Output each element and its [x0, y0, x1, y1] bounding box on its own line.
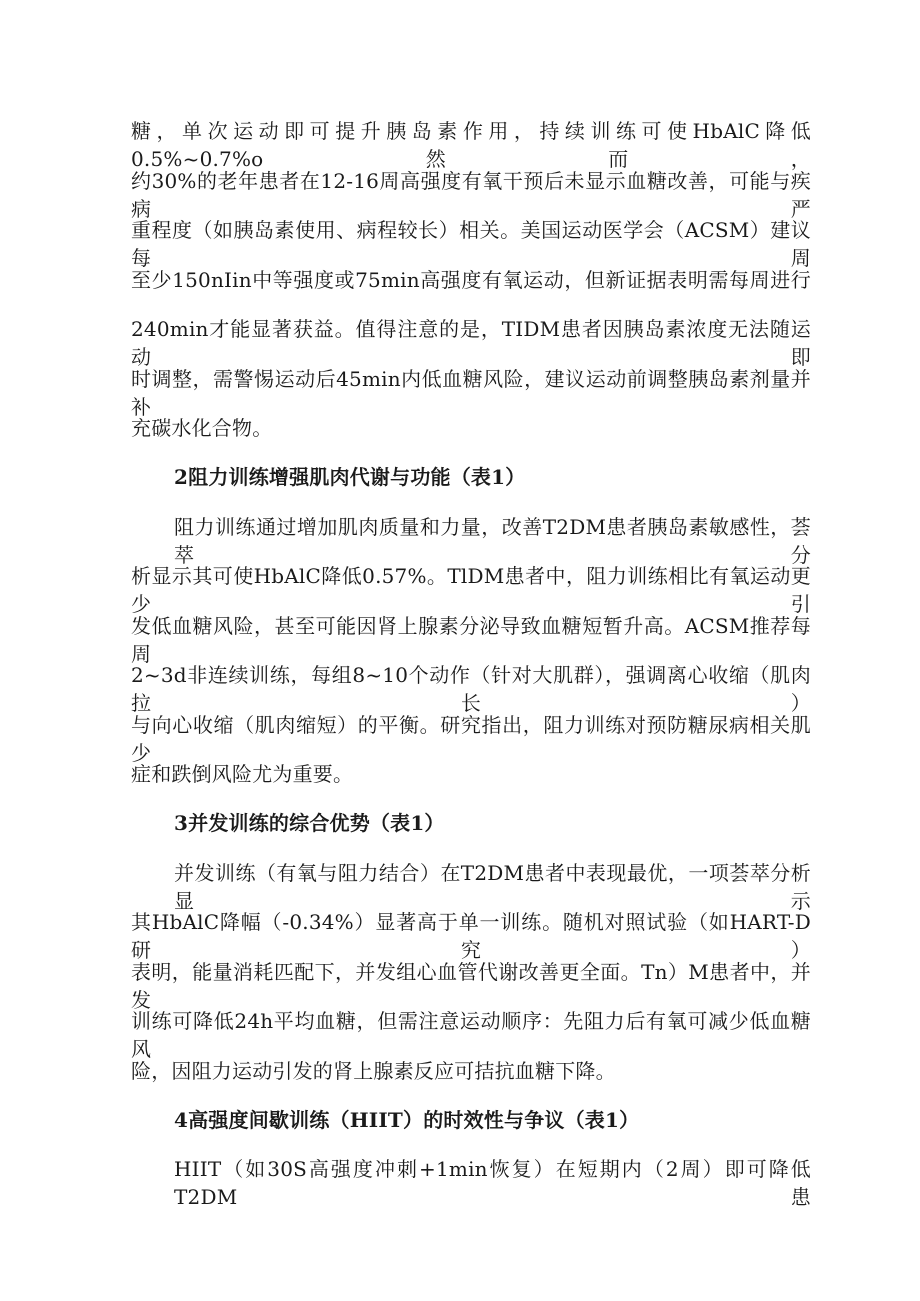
- text-line: HIIT（如30S高强度冲刺+1min恢复）在短期内（2周）即可降低T2DM患: [174, 1157, 811, 1209]
- text-line: 240min才能显著获益。值得注意的是，TIDM患者因胰岛素浓度无法随运动即: [131, 317, 811, 369]
- text-line: 阻力训练通过增加肌肉质量和力量，改善T2DM患者胰岛素敏感性，荟萃分: [174, 515, 811, 567]
- text-line: 约30%的老年患者在12-16周高强度有氧干预后未显示血糖改善，可能与疾病严: [131, 169, 811, 221]
- text-line: 发低血糖风险，甚至可能因肾上腺素分泌导致血糖短暂升高。ACSM推荐每周: [131, 614, 811, 666]
- text-line: 时调整，需警惕运动后45min内低血糖风险，建议运动前调整胰岛素剂量并补: [131, 367, 811, 419]
- text-line: 至少150nIin中等强度或75min高强度有氧运动，但新证据表明需每周进行: [131, 268, 811, 292]
- section-heading-4: 4高强度间歇训练（HIIT）的时效性与争议（表1）: [174, 1108, 640, 1132]
- text-line: 与向心收缩（肌肉缩短）的平衡。研究指出，阻力训练对预防糖尿病相关肌少: [131, 713, 811, 765]
- section-heading-2: 2阻力训练增强肌肉代谢与功能（表1）: [174, 465, 526, 489]
- text-line: 症和跌倒风险尤为重要。: [131, 762, 354, 786]
- text-line: 训练可降低24h平均血糖，但需注意运动顺序：先阻力后有氧可减少低血糖风: [131, 1009, 811, 1061]
- text-line: 析显示其可使HbAlC降低0.57%。TlDM患者中，阻力训练相比有氧运动更少引: [131, 564, 811, 616]
- text-line: 并发训练（有氧与阻力结合）在T2DM患者中表现最优，一项荟萃分析显示: [174, 861, 811, 913]
- text-line: 其HbAlC降幅（-0.34%）显著高于单一训练。随机对照试验（如HART-D研究）: [131, 910, 811, 962]
- text-line: 2~3d非连续训练，每组8~10个动作（针对大肌群），强调离心收缩（肌肉拉长）: [131, 663, 811, 715]
- text-line: 险，因阻力运动引发的肾上腺素反应可拮抗血糖下降。: [131, 1059, 616, 1083]
- text-line: 糖，单次运动即可提升胰岛素作用，持续训练可使HbAlC降低0.5%~0.7%o然而，: [131, 119, 811, 171]
- text-line: 重程度（如胰岛素使用、病程较长）相关。美国运动医学会（ACSM）建议每周: [131, 218, 811, 270]
- text-line: 充碳水化合物。: [131, 416, 273, 440]
- section-heading-3: 3并发训练的综合优势（表1）: [174, 811, 445, 835]
- text-line: 表明，能量消耗匹配下，并发组心血管代谢改善更全面。Tn）M患者中，并发: [131, 960, 811, 1012]
